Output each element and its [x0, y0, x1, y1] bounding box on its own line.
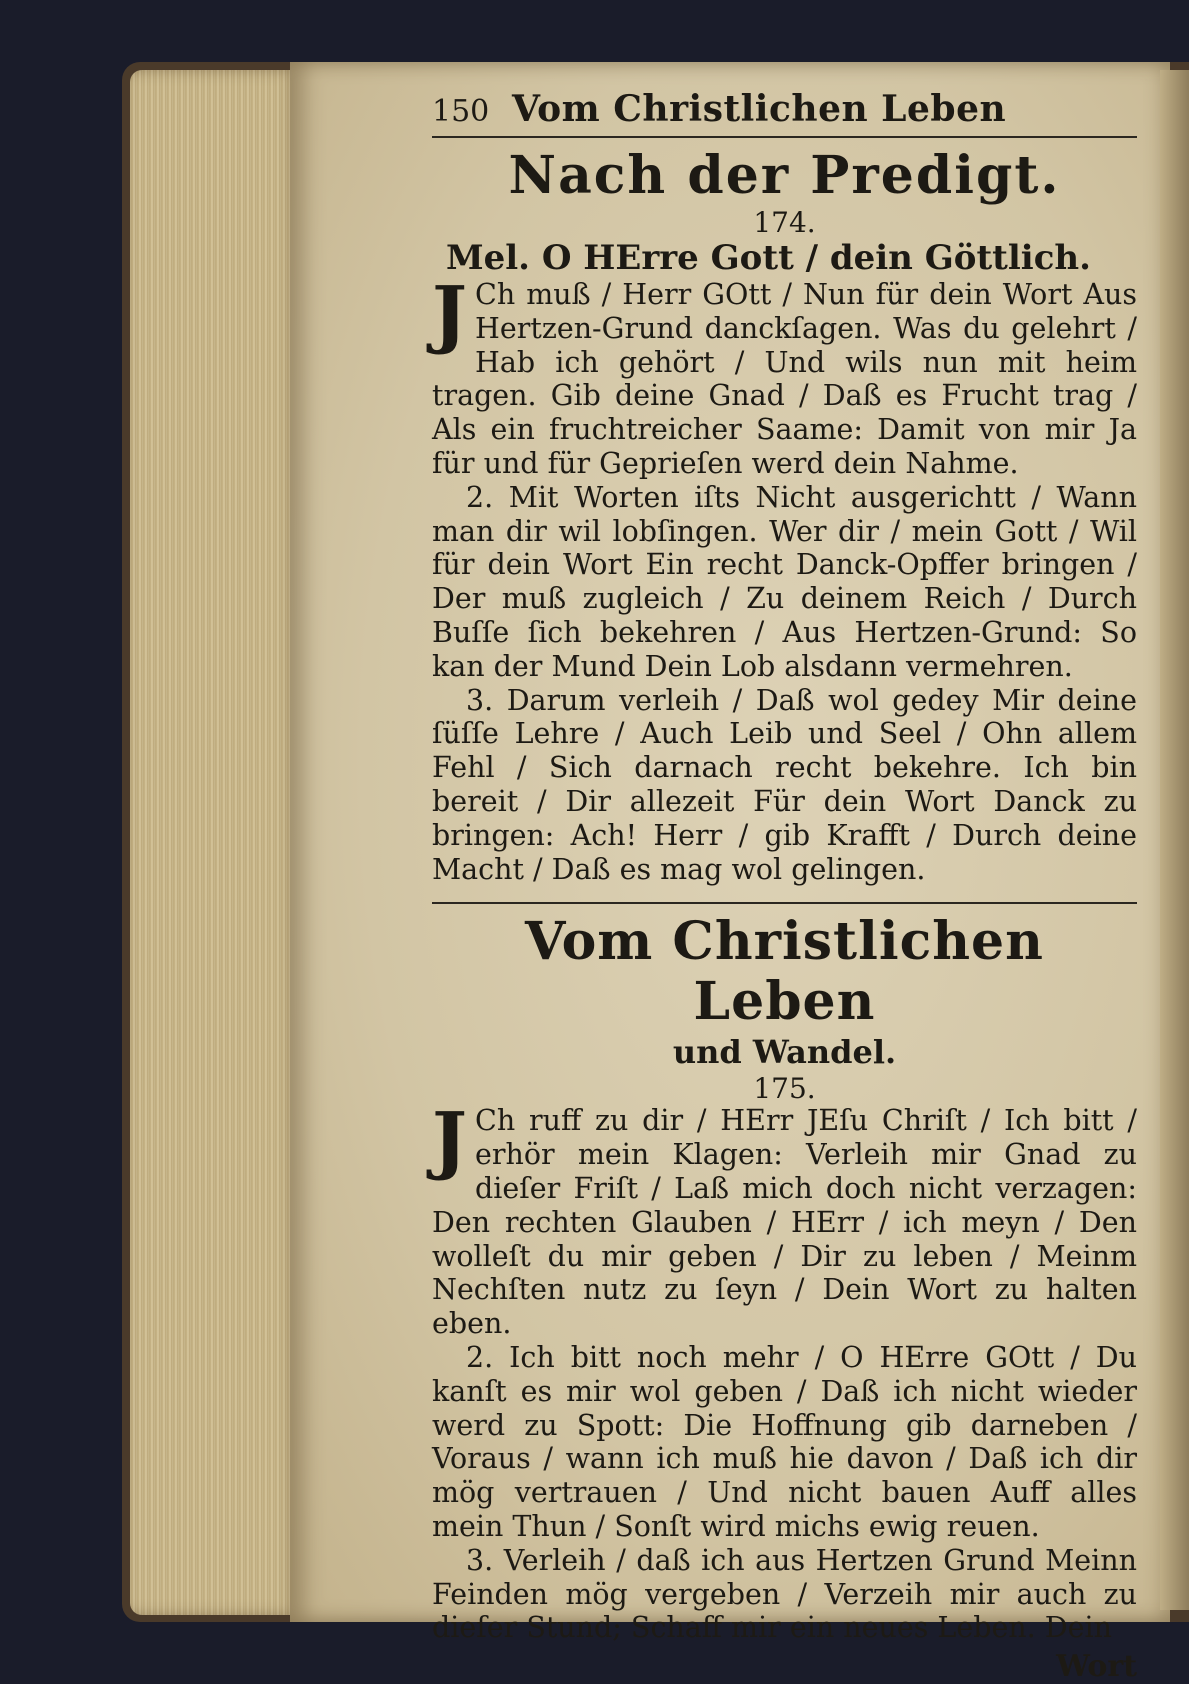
section-divider [432, 902, 1137, 904]
drop-cap: J [432, 271, 468, 357]
hymn-174-verse-1 [432, 271, 1137, 481]
melody-line: Mel. O HErre Gott / dein Göttlich. [446, 238, 1091, 278]
page-number: 150 [432, 94, 490, 129]
page-text [432, 88, 1137, 1684]
running-head: Vom Christlichen Leben [512, 88, 1007, 130]
section-subtitle: und Wandel. [672, 1033, 897, 1072]
verse-text: Ch ruff zu dir / HErr JEſu Chriſt / Ich bitt / erhör mein Klagen: Verleih mir Gnad zu dieſer Friſt / Laß mich doch nicht verzagen: Den rechten Glauben / HErr / ich meyn / Den wolleſt du mir geben / Dir zu leben / Meinm Nechſten nutz zu ſeyn / Dein Wort zu halten eben. [432, 1104, 1137, 1341]
catchword: Wort [1056, 1649, 1137, 1684]
hymn-174-verse-3: 3. Darum verleih / Daß wol gedey Mir deine ſüſſe Lehre / Auch Leib und Seel / Ohn allem Fehl / Sich darnach recht bekehre. Ich bin bereit / Dir allezeit Für dein Wort Danck zu bringen: Ach! Herr / gib Krafft / Durch deine Macht / Daß es mag wol gelingen. [432, 683, 1137, 886]
verse-text: Ch muß / Herr GOtt / Nun für dein Wort Aus Hertzen-Grund danckſagen. Was du gelehrt / Hab ich gehört / Und wils nun mit heim tragen. Gib deine Gnad / Daß es Frucht trag / Als ein fruchtreicher Saame: Damit von mir Ja für und für Geprieſen werd dein Nahme. [432, 278, 1137, 480]
page-header [432, 88, 1137, 138]
hymn-number-174: 174. [753, 206, 816, 239]
section-title: Nach der Predigt. [508, 145, 1061, 206]
hymn-175-verse-2: 2. Ich bitt noch mehr / O HErre GOtt / Du kanſt es mir wol geben / Daß ich nicht wieder werd zu Spott: Die Hoffnung gib darneben / Voraus / wann ich muß hie davon / Daß ich dir mög vertrauen / Und nicht bauen Auff alles mein Thun / Sonſt wird michs ewig reuen. [432, 1340, 1137, 1543]
page-edges [130, 70, 298, 1615]
drop-cap: J [432, 1097, 468, 1184]
hymn-number-175: 175. [753, 1072, 816, 1106]
hymn-175-verse-1 [432, 1097, 1137, 1341]
right-page-edge [1160, 70, 1189, 1610]
hymn-174-verse-2: 2. Mit Worten iſts Nicht ausgerichtt / Wann man dir wil lobſingen. Wer dir / mein Gott / Wil für dein Wort Ein recht Danck-Opffer bringen / Der muß zugleich / Zu deinem Reich / Durch Buſſe ſich bekehren / Aus Hertzen-Grund: So kan der Mund Dein Lob alsdann vermehren. [432, 480, 1137, 683]
section-title-2: Vom Christlichen Leben [525, 911, 1044, 1033]
hymn-175-verse-3: 3. Verleih / daß ich aus Hertzen Grund Meinn Feinden mög vergeben / Verzeih mir auch zu dieſer Stund; Schaff mir ein neues Leben. Dein [432, 1543, 1137, 1645]
